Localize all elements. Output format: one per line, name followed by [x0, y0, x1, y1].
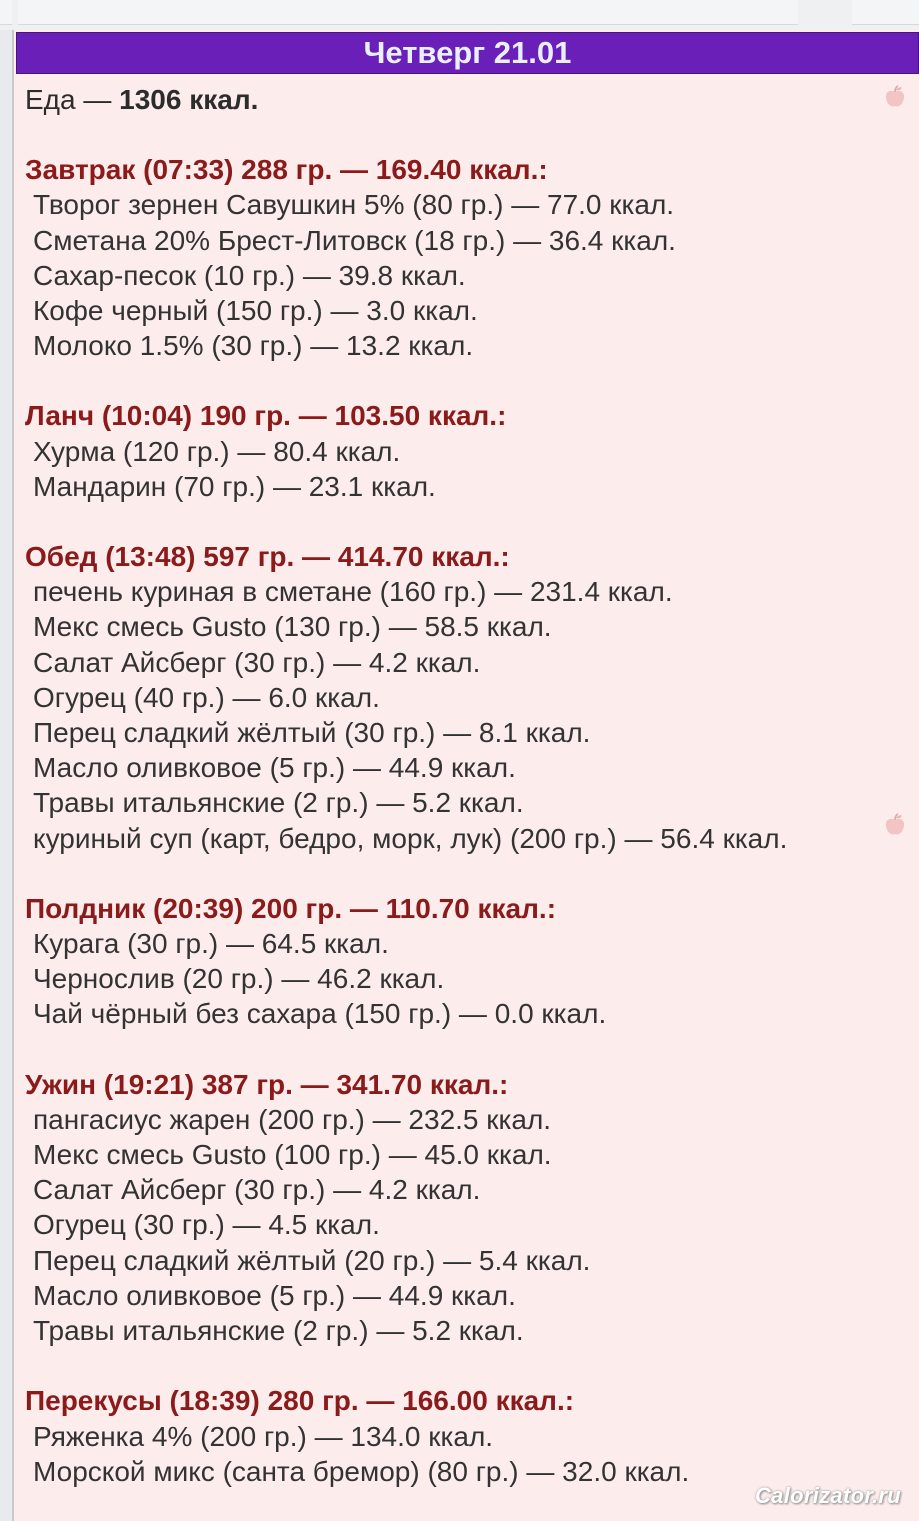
meal-section: [25, 398, 895, 504]
meal-header[interactable]: Завтрак (07:33) 288 гр. — 169.40 ккал.:: [25, 154, 548, 186]
meal-list: [25, 152, 895, 1489]
watermark: Calorizator.ru: [754, 1483, 901, 1508]
meal-section: [25, 152, 895, 363]
meal-section: [25, 891, 895, 1032]
day-title: Четверг 21.01: [363, 35, 572, 70]
food-item[interactable]: Кофе черный (150 гр.) — 3.0 ккал.: [33, 295, 478, 327]
food-item[interactable]: Огурец (40 гр.) — 6.0 ккал.: [33, 681, 380, 713]
food-item[interactable]: Творог зернен Савушкин 5% (80 гр.) — 77.0 ккал.: [33, 189, 675, 221]
apple-icon[interactable]: [884, 813, 906, 837]
meal-header[interactable]: Полдник (20:39) 200 гр. — 110.70 ккал.:: [25, 892, 557, 924]
meal-header[interactable]: Ланч (10:04) 190 гр. — 103.50 ккал.:: [25, 400, 507, 432]
meal-header[interactable]: Обед (13:48) 597 гр. — 414.70 ккал.:: [25, 541, 510, 573]
food-item[interactable]: Курага (30 гр.) — 64.5 ккал.: [33, 928, 389, 960]
diary-content: [25, 82, 895, 1489]
meal-section: [25, 1383, 895, 1489]
food-item[interactable]: Перец сладкий жёлтый (20 гр.) — 5.4 ккал.: [33, 1244, 591, 1276]
meal-header[interactable]: Перекусы (18:39) 280 гр. — 166.00 ккал.:: [25, 1385, 575, 1417]
food-item[interactable]: пангасиус жарен (200 гр.) — 232.5 ккал.: [33, 1103, 552, 1135]
day-card: [12, 30, 919, 1521]
food-item[interactable]: Масло оливковое (5 гр.) — 44.9 ккал.: [33, 752, 516, 784]
food-item[interactable]: Чай чёрный без сахара (150 гр.) — 0.0 ккал.: [33, 998, 607, 1030]
food-item[interactable]: Мандарин (70 гр.) — 23.1 ккал.: [33, 470, 436, 502]
apple-icon[interactable]: [884, 85, 906, 109]
food-item[interactable]: Сметана 20% Брест-Литовск (18 гр.) — 36.4 ккал.: [33, 224, 676, 256]
food-item[interactable]: Травы итальянские (2 гр.) — 5.2 ккал.: [33, 1315, 524, 1347]
meal-section: [25, 1067, 895, 1349]
food-item[interactable]: Травы итальянские (2 гр.) — 5.2 ккал.: [33, 787, 524, 819]
day-total-calories: 1306 ккал.: [119, 84, 259, 115]
food-item[interactable]: печень куриная в сметане (160 гр.) — 231.4 ккал.: [33, 576, 673, 608]
food-item[interactable]: Перец сладкий жёлтый (30 гр.) — 8.1 ккал.: [33, 717, 591, 749]
food-item[interactable]: Морской микс (санта бремор) (80 гр.) — 32.0 ккал.: [33, 1455, 690, 1487]
food-item[interactable]: Молоко 1.5% (30 гр.) — 13.2 ккал.: [33, 330, 474, 362]
food-item[interactable]: Чернослив (20 гр.) — 46.2 ккал.: [33, 963, 445, 995]
top-strip: [0, 0, 919, 30]
food-item[interactable]: Мекс смесь Gusto (130 гр.) — 58.5 ккал.: [33, 611, 552, 643]
food-item[interactable]: Мекс смесь Gusto (100 гр.) — 45.0 ккал.: [33, 1139, 552, 1171]
food-item[interactable]: Огурец (30 гр.) — 4.5 ккал.: [33, 1209, 380, 1241]
food-item[interactable]: Ряженка 4% (200 гр.) — 134.0 ккал.: [33, 1420, 494, 1452]
meal-header[interactable]: Ужин (19:21) 387 гр. — 341.70 ккал.:: [25, 1068, 509, 1100]
food-item[interactable]: Сахар-песок (10 гр.) — 39.8 ккал.: [33, 259, 466, 291]
top-strip-segment: [0, 0, 12, 25]
food-item[interactable]: куриный суп (карт, бедро, морк, лук) (200 гр.) — 56.4 ккал.: [33, 822, 788, 854]
food-item[interactable]: Масло оливковое (5 гр.) — 44.9 ккал.: [33, 1279, 516, 1311]
food-item[interactable]: Салат Айсберг (30 гр.) — 4.2 ккал.: [33, 646, 481, 678]
day-total: [25, 82, 895, 117]
top-strip-segment: [852, 0, 919, 25]
day-header[interactable]: [16, 32, 919, 74]
top-strip-segment: [18, 0, 798, 25]
food-item[interactable]: Салат Айсберг (30 гр.) — 4.2 ккал.: [33, 1174, 481, 1206]
meal-section: [25, 539, 895, 856]
day-total-label: Еда —: [25, 84, 120, 115]
food-item[interactable]: Хурма (120 гр.) — 80.4 ккал.: [33, 435, 401, 467]
